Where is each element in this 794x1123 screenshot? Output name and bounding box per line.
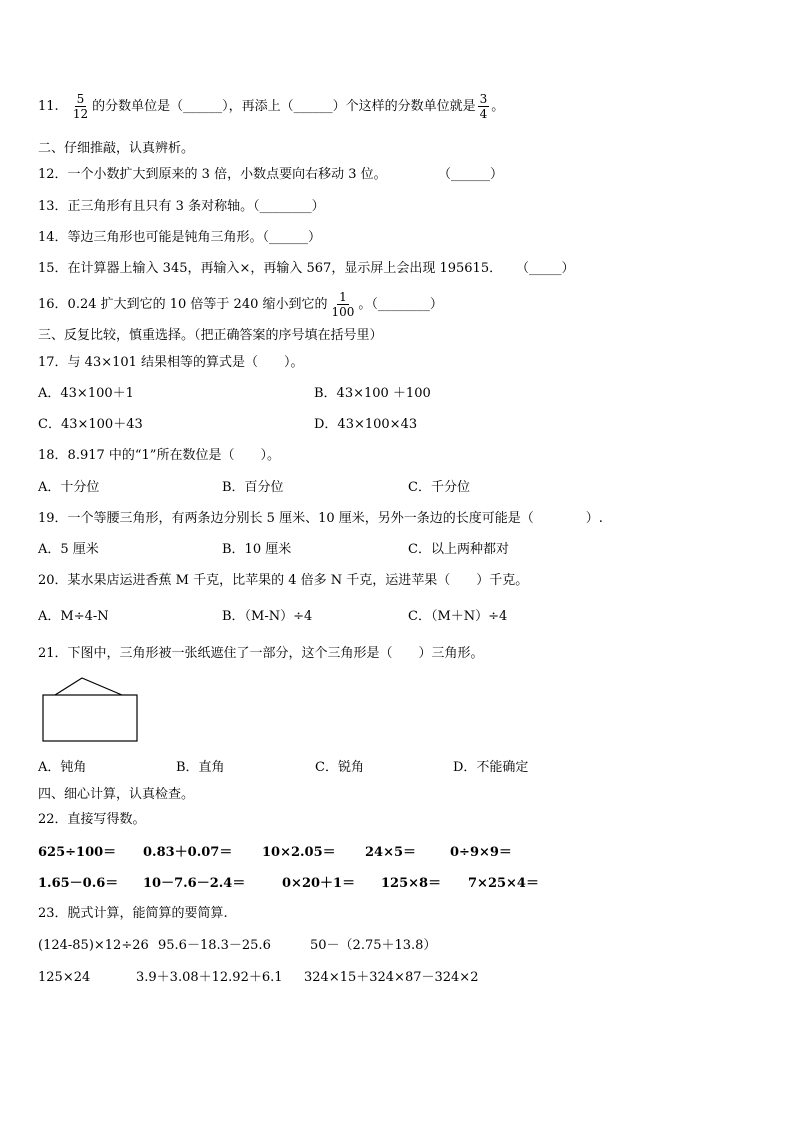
option-c[interactable]: C．锐角 bbox=[315, 760, 364, 775]
question-13: 13．正三角形有且只有 3 条对称轴。（________） bbox=[38, 199, 325, 214]
option-a[interactable]: A．43×100＋1 bbox=[38, 386, 134, 401]
option-c[interactable]: C．43×100＋43 bbox=[38, 417, 143, 432]
section-3-heading: 三、反复比较，慎重选择。（把正确答案的序号填在括号里） bbox=[38, 328, 383, 343]
question-number: 11. bbox=[38, 99, 59, 114]
question-21-stem: 21．下图中，三角形被一张纸遮住了一部分，这个三角形是（ ）三角形。 bbox=[38, 646, 484, 661]
question-text-end: 。（________） bbox=[358, 297, 443, 312]
calc-item: 125×8＝ bbox=[381, 876, 442, 891]
question-14: 14．等边三角形也可能是钝角三角形。（______） bbox=[38, 230, 322, 245]
calc-item: 24×5＝ bbox=[365, 845, 417, 860]
option-c[interactable]: C．以上两种都对 bbox=[408, 542, 509, 557]
calc-item: 324×15＋324×87－324×2 bbox=[304, 970, 479, 985]
option-a[interactable]: A．5 厘米 bbox=[38, 542, 99, 557]
cover-paper bbox=[43, 695, 137, 741]
question-23-stem: 23．脱式计算，能简算的要简算. bbox=[38, 906, 228, 921]
calc-item: 0×20＋1＝ bbox=[282, 876, 356, 891]
question-16 bbox=[38, 290, 443, 319]
calc-item: 0.83＋0.07＝ bbox=[143, 845, 233, 860]
section-4-heading: 四、细心计算，认真检查。 bbox=[38, 787, 195, 802]
fraction-1-100: $\frac{1}{100}$ bbox=[331, 290, 355, 319]
calc-item: 10－7.6－2.4＝ bbox=[143, 876, 246, 891]
calc-item: 10×2.05＝ bbox=[262, 845, 336, 860]
calc-item: 3.9＋3.08＋12.92＋6.1 bbox=[136, 970, 283, 985]
option-c[interactable]: C．（M＋N）÷4 bbox=[408, 609, 508, 624]
option-b[interactable]: B．43×100 ＋100 bbox=[314, 386, 431, 401]
fraction-3-4: $\frac{3}{4}$ bbox=[479, 92, 488, 121]
calc-item: 1.65－0.6＝ bbox=[38, 876, 119, 891]
option-a[interactable]: A．十分位 bbox=[38, 480, 100, 495]
option-a[interactable]: A．钝角 bbox=[38, 760, 87, 775]
option-b[interactable]: B．（M-N）÷4 bbox=[222, 609, 313, 624]
option-b[interactable]: B．直角 bbox=[176, 760, 225, 775]
option-a[interactable]: A．M÷4-N bbox=[38, 609, 109, 624]
triangle-visible-edges bbox=[55, 678, 122, 695]
question-text-end: 。 bbox=[491, 99, 505, 114]
question-12-answer-blank[interactable]: （______） bbox=[438, 167, 504, 182]
question-12: 12．一个小数扩大到原来的 3 倍，小数点要向右移动 3 位。 bbox=[38, 167, 387, 182]
calc-item: (124-85)×12÷26 bbox=[38, 938, 149, 953]
question-20-stem: 20．某水果店运进香蕉 M 千克，比苹果的 4 倍多 N 千克，运进苹果（ ）千克。 bbox=[38, 573, 529, 588]
calc-item: 95.6－18.3－25.6 bbox=[158, 938, 271, 953]
question-22-stem: 22．直接写得数。 bbox=[38, 812, 146, 827]
question-19-stem: 19．一个等腰三角形，有两条边分别长 5 厘米、10 厘米，另外一条边的长度可能是（ ）. bbox=[38, 511, 603, 526]
question-11 bbox=[38, 92, 504, 121]
question-18-stem: 18．8.917 中的“1”所在数位是（ ）。 bbox=[38, 448, 280, 463]
option-b[interactable]: B．10 厘米 bbox=[222, 542, 292, 557]
calc-item: 0÷9×9＝ bbox=[450, 845, 512, 860]
option-d[interactable]: D．43×100×43 bbox=[314, 417, 418, 432]
covered-triangle-figure bbox=[38, 674, 142, 746]
calc-item: 50－（2.75＋13.8） bbox=[310, 938, 437, 953]
calc-item: 125×24 bbox=[38, 970, 91, 985]
calc-item: 7×25×4＝ bbox=[468, 876, 539, 891]
fraction-5-12: $\frac{5}{12}$ bbox=[72, 92, 89, 121]
option-b[interactable]: B．百分位 bbox=[222, 480, 284, 495]
question-17-stem: 17．与 43×101 结果相等的算式是（ ）。 bbox=[38, 355, 304, 370]
option-c[interactable]: C．千分位 bbox=[408, 480, 470, 495]
section-2-heading: 二、仔细推敲，认真辨析。 bbox=[38, 141, 195, 156]
question-text: 的分数单位是（______），再添上（______）个这样的分数单位就是 bbox=[92, 99, 476, 114]
question-15: 15．在计算器上输入 345，再输入×，再输入 567，显示屏上会出现 195615． bbox=[38, 261, 503, 276]
calc-item: 625÷100＝ bbox=[38, 845, 117, 860]
option-d[interactable]: D．不能确定 bbox=[453, 760, 529, 775]
question-15-answer-blank[interactable]: （_____） bbox=[516, 261, 575, 276]
question-text: 16．0.24 扩大到它的 10 倍等于 240 缩小到它的 bbox=[38, 297, 328, 312]
